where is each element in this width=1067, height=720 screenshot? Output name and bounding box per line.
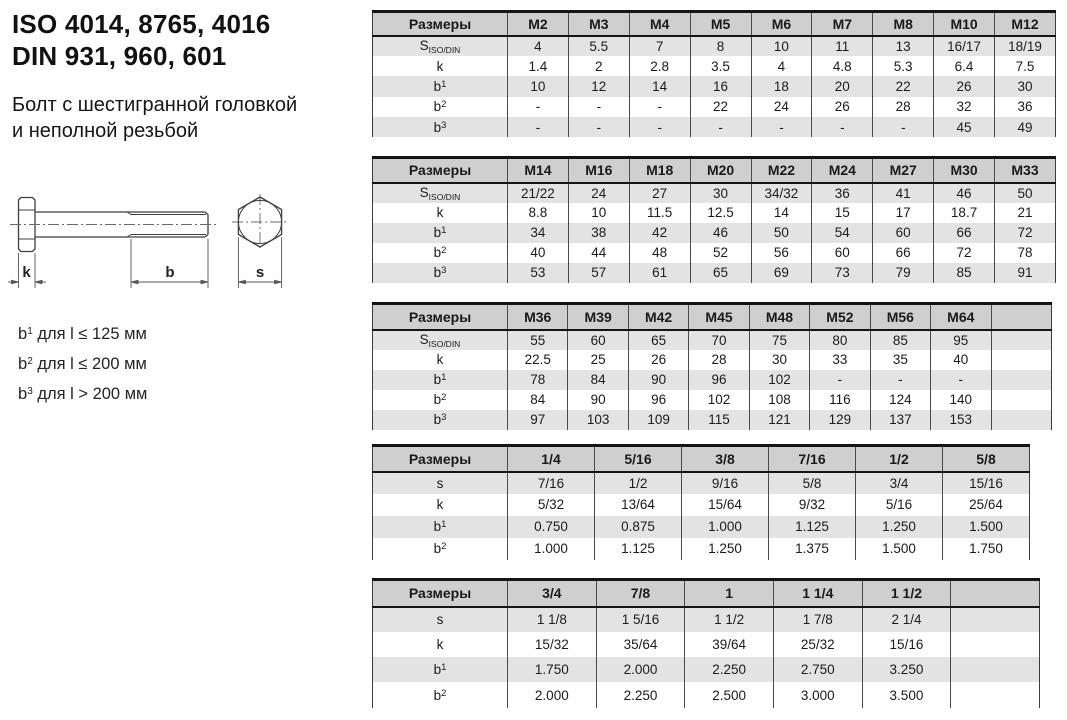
cell: 85 [870,330,930,350]
cell: 78 [508,370,568,390]
cell: 22 [873,76,934,96]
cell: 116 [810,390,870,410]
title-din: DIN 931, 960, 601 [12,41,227,71]
table-row [373,330,1052,350]
cell: 55 [508,330,568,350]
sizes-header: Размеры [373,158,508,183]
row-label: s [436,475,444,491]
cell: 4 [751,56,812,76]
cell: 1.000 [508,538,595,560]
cell: 2.500 [685,682,774,707]
dimension-table-4 [372,444,1030,560]
cell: 1.750 [943,538,1030,560]
sizes-header: Размеры [373,12,508,36]
column-header: M22 [751,158,812,183]
column-header: 3/4 [508,580,597,607]
cell: 35/64 [596,632,685,657]
table-row [373,682,1040,707]
column-header: M48 [749,304,809,330]
cell: 9/32 [769,494,856,516]
cell: 26 [812,97,873,117]
table-row [373,183,1056,203]
cell: 1.250 [856,516,943,538]
cell: - [870,370,930,390]
row-label: $S_{ISO/DIN}$ [419,184,461,202]
cell: 24 [751,97,812,117]
cell: 48 [629,243,690,263]
cell: 1.000 [682,516,769,538]
column-header: 3/8 [682,446,769,472]
cell [951,657,1040,682]
page-title [12,8,270,72]
cell: 5/32 [508,494,595,516]
row-label: $b^3$ [433,119,447,135]
cell: 121 [749,410,809,430]
cell: - [931,370,991,390]
cell: 46 [690,223,751,243]
cell: 102 [689,390,749,410]
cell: 0.875 [595,516,682,538]
cell: 2 [568,56,629,76]
cell: 3.5 [690,56,751,76]
column-header: M56 [870,304,930,330]
cell: 65 [690,263,751,283]
cell: 12 [568,76,629,96]
cell: 36 [812,183,873,203]
column-header [951,580,1040,607]
column-header: M27 [873,158,934,183]
row-label: $b^1$ [433,372,447,387]
cell: 70 [689,330,749,350]
cell: 3.000 [773,682,862,707]
subtitle-line1: Болт с шестигранной головкой [12,94,298,116]
cell: 1.125 [769,516,856,538]
cell: 90 [568,390,628,410]
column-header: M2 [508,12,569,36]
cell: 26 [628,350,688,370]
cell: 4.8 [812,56,873,76]
dimension-s [238,237,281,288]
cell: 103 [568,410,628,430]
column-header: M6 [751,12,812,36]
cell: 90 [628,370,688,390]
column-header: M39 [568,304,628,330]
cell: 3.250 [862,657,951,682]
row-label: $b^1$ [433,78,447,94]
page-subtitle [12,92,297,144]
table-row [373,203,1056,223]
row-label: k [436,205,444,220]
cell: 73 [812,263,873,283]
bolt-technical-drawing [8,192,314,304]
cell: - [508,117,569,137]
cell: 60 [873,223,934,243]
title-iso: ISO 4014, 8765, 4016 [12,9,271,39]
row-label: k [436,352,444,367]
row-label: $b^2$ [433,541,447,556]
cell: 56 [751,243,812,263]
thread-length-notes [18,318,147,408]
cell: 28 [689,350,749,370]
cell: 60 [568,330,628,350]
cell: 3.500 [862,682,951,707]
column-header: M14 [508,158,569,183]
column-header: M20 [690,158,751,183]
dim-label-k: k [22,264,31,281]
table-row [373,538,1030,560]
cell [991,410,1052,430]
cell: 18/19 [995,36,1056,56]
cell: - [629,97,690,117]
cell: 39/64 [685,632,774,657]
column-header: M24 [812,158,873,183]
cell: 13/64 [595,494,682,516]
cell: 7/16 [508,472,595,494]
cell: 1 1/2 [685,607,774,632]
table-row [373,263,1056,283]
cell: 16/17 [934,36,995,56]
cell: 34 [508,223,569,243]
cell: 15 [812,203,873,223]
column-header: M10 [934,12,995,36]
cell: 1.500 [943,516,1030,538]
cell [951,682,1040,707]
table-row [373,350,1052,370]
row-label: k [436,497,444,512]
cell: 2.750 [773,657,862,682]
column-header: M45 [689,304,749,330]
cell: 30 [749,350,809,370]
table-row [373,76,1056,96]
cell: 1/2 [595,472,682,494]
column-header: M52 [810,304,870,330]
cell: 97 [508,410,568,430]
cell: 96 [689,370,749,390]
cell: 33 [810,350,870,370]
cell: 137 [870,410,930,430]
table-row [373,370,1052,390]
table-row [373,516,1030,538]
row-label: $b^1$ [433,519,447,534]
row-label: $b^2$ [433,392,447,407]
cell: 44 [568,243,629,263]
cell: 57 [568,263,629,283]
cell: 25 [568,350,628,370]
cell: - [812,117,873,137]
cell: 14 [629,76,690,96]
row-label: $b^3$ [433,412,447,427]
cell: 54 [812,223,873,243]
dimension-table-2 [372,156,1056,283]
column-header: M12 [995,12,1056,36]
cell [951,607,1040,632]
cell: 24 [568,183,629,203]
table-row [373,56,1056,76]
dim-label-b: b [165,264,175,281]
cell: 91 [995,263,1056,283]
cell: 50 [751,223,812,243]
cell: 109 [628,410,688,430]
cell: 85 [934,263,995,283]
cell: 18.7 [934,203,995,223]
dimension-k [8,253,46,288]
cell: 8 [690,36,751,56]
table-row [373,472,1030,494]
cell: 4 [508,36,569,56]
cell: 46 [934,183,995,203]
cell: 22.5 [508,350,568,370]
cell: - [508,97,569,117]
cell: 30 [690,183,751,203]
dimension-b [131,239,208,288]
sizes-header: Размеры [373,304,508,330]
cell: 7 [629,36,690,56]
cell: 50 [995,183,1056,203]
dimension-table-3 [372,302,1052,430]
subtitle-line2: и неполной резьбой [12,120,199,142]
column-header: M30 [934,158,995,183]
cell: 1.500 [856,538,943,560]
row-label: s [436,612,444,628]
cell: 15/16 [943,472,1030,494]
cell: 1.250 [682,538,769,560]
row-label: $b^1$ [433,662,447,678]
row-label: $S_{ISO/DIN}$ [419,331,461,349]
cell: 2.250 [596,682,685,707]
cell: 13 [873,36,934,56]
cell: 53 [508,263,569,283]
cell: 38 [568,223,629,243]
cell: - [568,117,629,137]
cell: 20 [812,76,873,96]
cell: 15/32 [508,632,597,657]
row-label: k [436,58,444,74]
table-row [373,494,1030,516]
column-header: M16 [568,158,629,183]
column-header: M7 [812,12,873,36]
cell: 11 [812,36,873,56]
cell: 60 [812,243,873,263]
cell: 84 [508,390,568,410]
table-row [373,657,1040,682]
cell: 26 [934,76,995,96]
cell: 40 [931,350,991,370]
cell: 96 [628,390,688,410]
column-header: 1 1/4 [773,580,862,607]
table-row [373,410,1052,430]
cell: 6.4 [934,56,995,76]
cell [991,370,1052,390]
cell: 66 [873,243,934,263]
cell: 11.5 [629,203,690,223]
cell: 28 [873,97,934,117]
table-row [373,607,1040,632]
cell: 8.8 [508,203,569,223]
cell: 25/32 [773,632,862,657]
column-header: 7/16 [769,446,856,472]
column-header: M42 [628,304,688,330]
cell: 10 [508,76,569,96]
column-header: M3 [568,12,629,36]
cell: 2.000 [596,657,685,682]
cell: 12.5 [690,203,751,223]
cell: 80 [810,330,870,350]
cell [991,330,1052,350]
cell [991,390,1052,410]
cell: - [629,117,690,137]
note-b3: $b^3$ для l > 200 мм [18,385,148,403]
table-row [373,223,1056,243]
cell: 5.3 [873,56,934,76]
cell: 72 [995,223,1056,243]
row-label: $b^3$ [433,265,447,280]
column-header: 5/16 [595,446,682,472]
cell: 129 [810,410,870,430]
column-header: 1/4 [508,446,595,472]
column-header: M5 [690,12,751,36]
cell: 22 [690,97,751,117]
column-header: 1/2 [856,446,943,472]
cell: 78 [995,243,1056,263]
cell: 21/22 [508,183,569,203]
column-header: M36 [508,304,568,330]
sizes-header: Размеры [373,580,508,607]
cell: 30 [995,76,1056,96]
cell: 1.375 [769,538,856,560]
cell: 42 [629,223,690,243]
cell: 2 1/4 [862,607,951,632]
cell: 52 [690,243,751,263]
column-header: M64 [931,304,991,330]
cell: 153 [931,410,991,430]
cell: 7.5 [995,56,1056,76]
cell: - [873,117,934,137]
table-row [373,632,1040,657]
column-header [991,304,1052,330]
cell: 15/64 [682,494,769,516]
cell: 35 [870,350,930,370]
cell: 16 [690,76,751,96]
cell: 49 [995,117,1056,137]
dim-label-s: s [255,264,265,281]
row-label: $b^2$ [433,99,447,115]
cell: 2.250 [685,657,774,682]
cell: 0.750 [508,516,595,538]
table-row [373,390,1052,410]
cell [951,632,1040,657]
cell: 27 [629,183,690,203]
dimension-table-1 [372,10,1056,137]
cell: 5/16 [856,494,943,516]
cell: 17 [873,203,934,223]
cell: 69 [751,263,812,283]
row-label: k [436,636,444,652]
table-row [373,117,1056,137]
cell: 40 [508,243,569,263]
table-row [373,97,1056,117]
cell: 115 [689,410,749,430]
table-row [373,243,1056,263]
cell: 9/16 [682,472,769,494]
sizes-header: Размеры [373,446,508,472]
column-header: M8 [873,12,934,36]
cell: 25/64 [943,494,1030,516]
cell: 3/4 [856,472,943,494]
cell: 124 [870,390,930,410]
cell: 79 [873,263,934,283]
cell: 10 [751,36,812,56]
center-lines [10,194,288,250]
cell: - [690,117,751,137]
cell: 14 [751,203,812,223]
cell: 1.750 [508,657,597,682]
cell: 1.4 [508,56,569,76]
table-row [373,36,1056,56]
column-header: 1 1/2 [862,580,951,607]
cell: 66 [934,223,995,243]
cell: 10 [568,203,629,223]
column-header: 1 [685,580,774,607]
row-label: $b^2$ [433,245,447,260]
cell: 72 [934,243,995,263]
row-label: $b^1$ [433,225,447,240]
note-b1: $b^1$ для l ≤ 125 мм [18,325,147,343]
cell [991,350,1052,370]
cell: 36 [995,97,1056,117]
cell: 95 [931,330,991,350]
row-label: $b^2$ [433,687,447,703]
dimension-table-5 [372,578,1040,708]
cell: - [568,97,629,117]
cell: 41 [873,183,934,203]
cell: 65 [628,330,688,350]
column-header: 7/8 [596,580,685,607]
column-header: M18 [629,158,690,183]
cell: 102 [749,370,809,390]
column-header: M4 [629,12,690,36]
cell: 1 1/8 [508,607,597,632]
cell: 61 [629,263,690,283]
cell: 2.000 [508,682,597,707]
cell: 140 [931,390,991,410]
cell: 108 [749,390,809,410]
cell: 1 5/16 [596,607,685,632]
cell: 75 [749,330,809,350]
cell: 84 [568,370,628,390]
cell: 2.8 [629,56,690,76]
cell: 45 [934,117,995,137]
cell: 1.125 [595,538,682,560]
column-header: 5/8 [943,446,1030,472]
cell: - [751,117,812,137]
cell: 5.5 [568,36,629,56]
cell: 5/8 [769,472,856,494]
column-header: M33 [995,158,1056,183]
cell: 18 [751,76,812,96]
cell: 1 7/8 [773,607,862,632]
cell: 15/16 [862,632,951,657]
cell: 21 [995,203,1056,223]
cell: - [810,370,870,390]
cell: 32 [934,97,995,117]
note-b2: $b^2$ для l ≤ 200 мм [18,355,147,373]
cell: 34/32 [751,183,812,203]
row-label: $S_{ISO/DIN}$ [419,37,461,55]
